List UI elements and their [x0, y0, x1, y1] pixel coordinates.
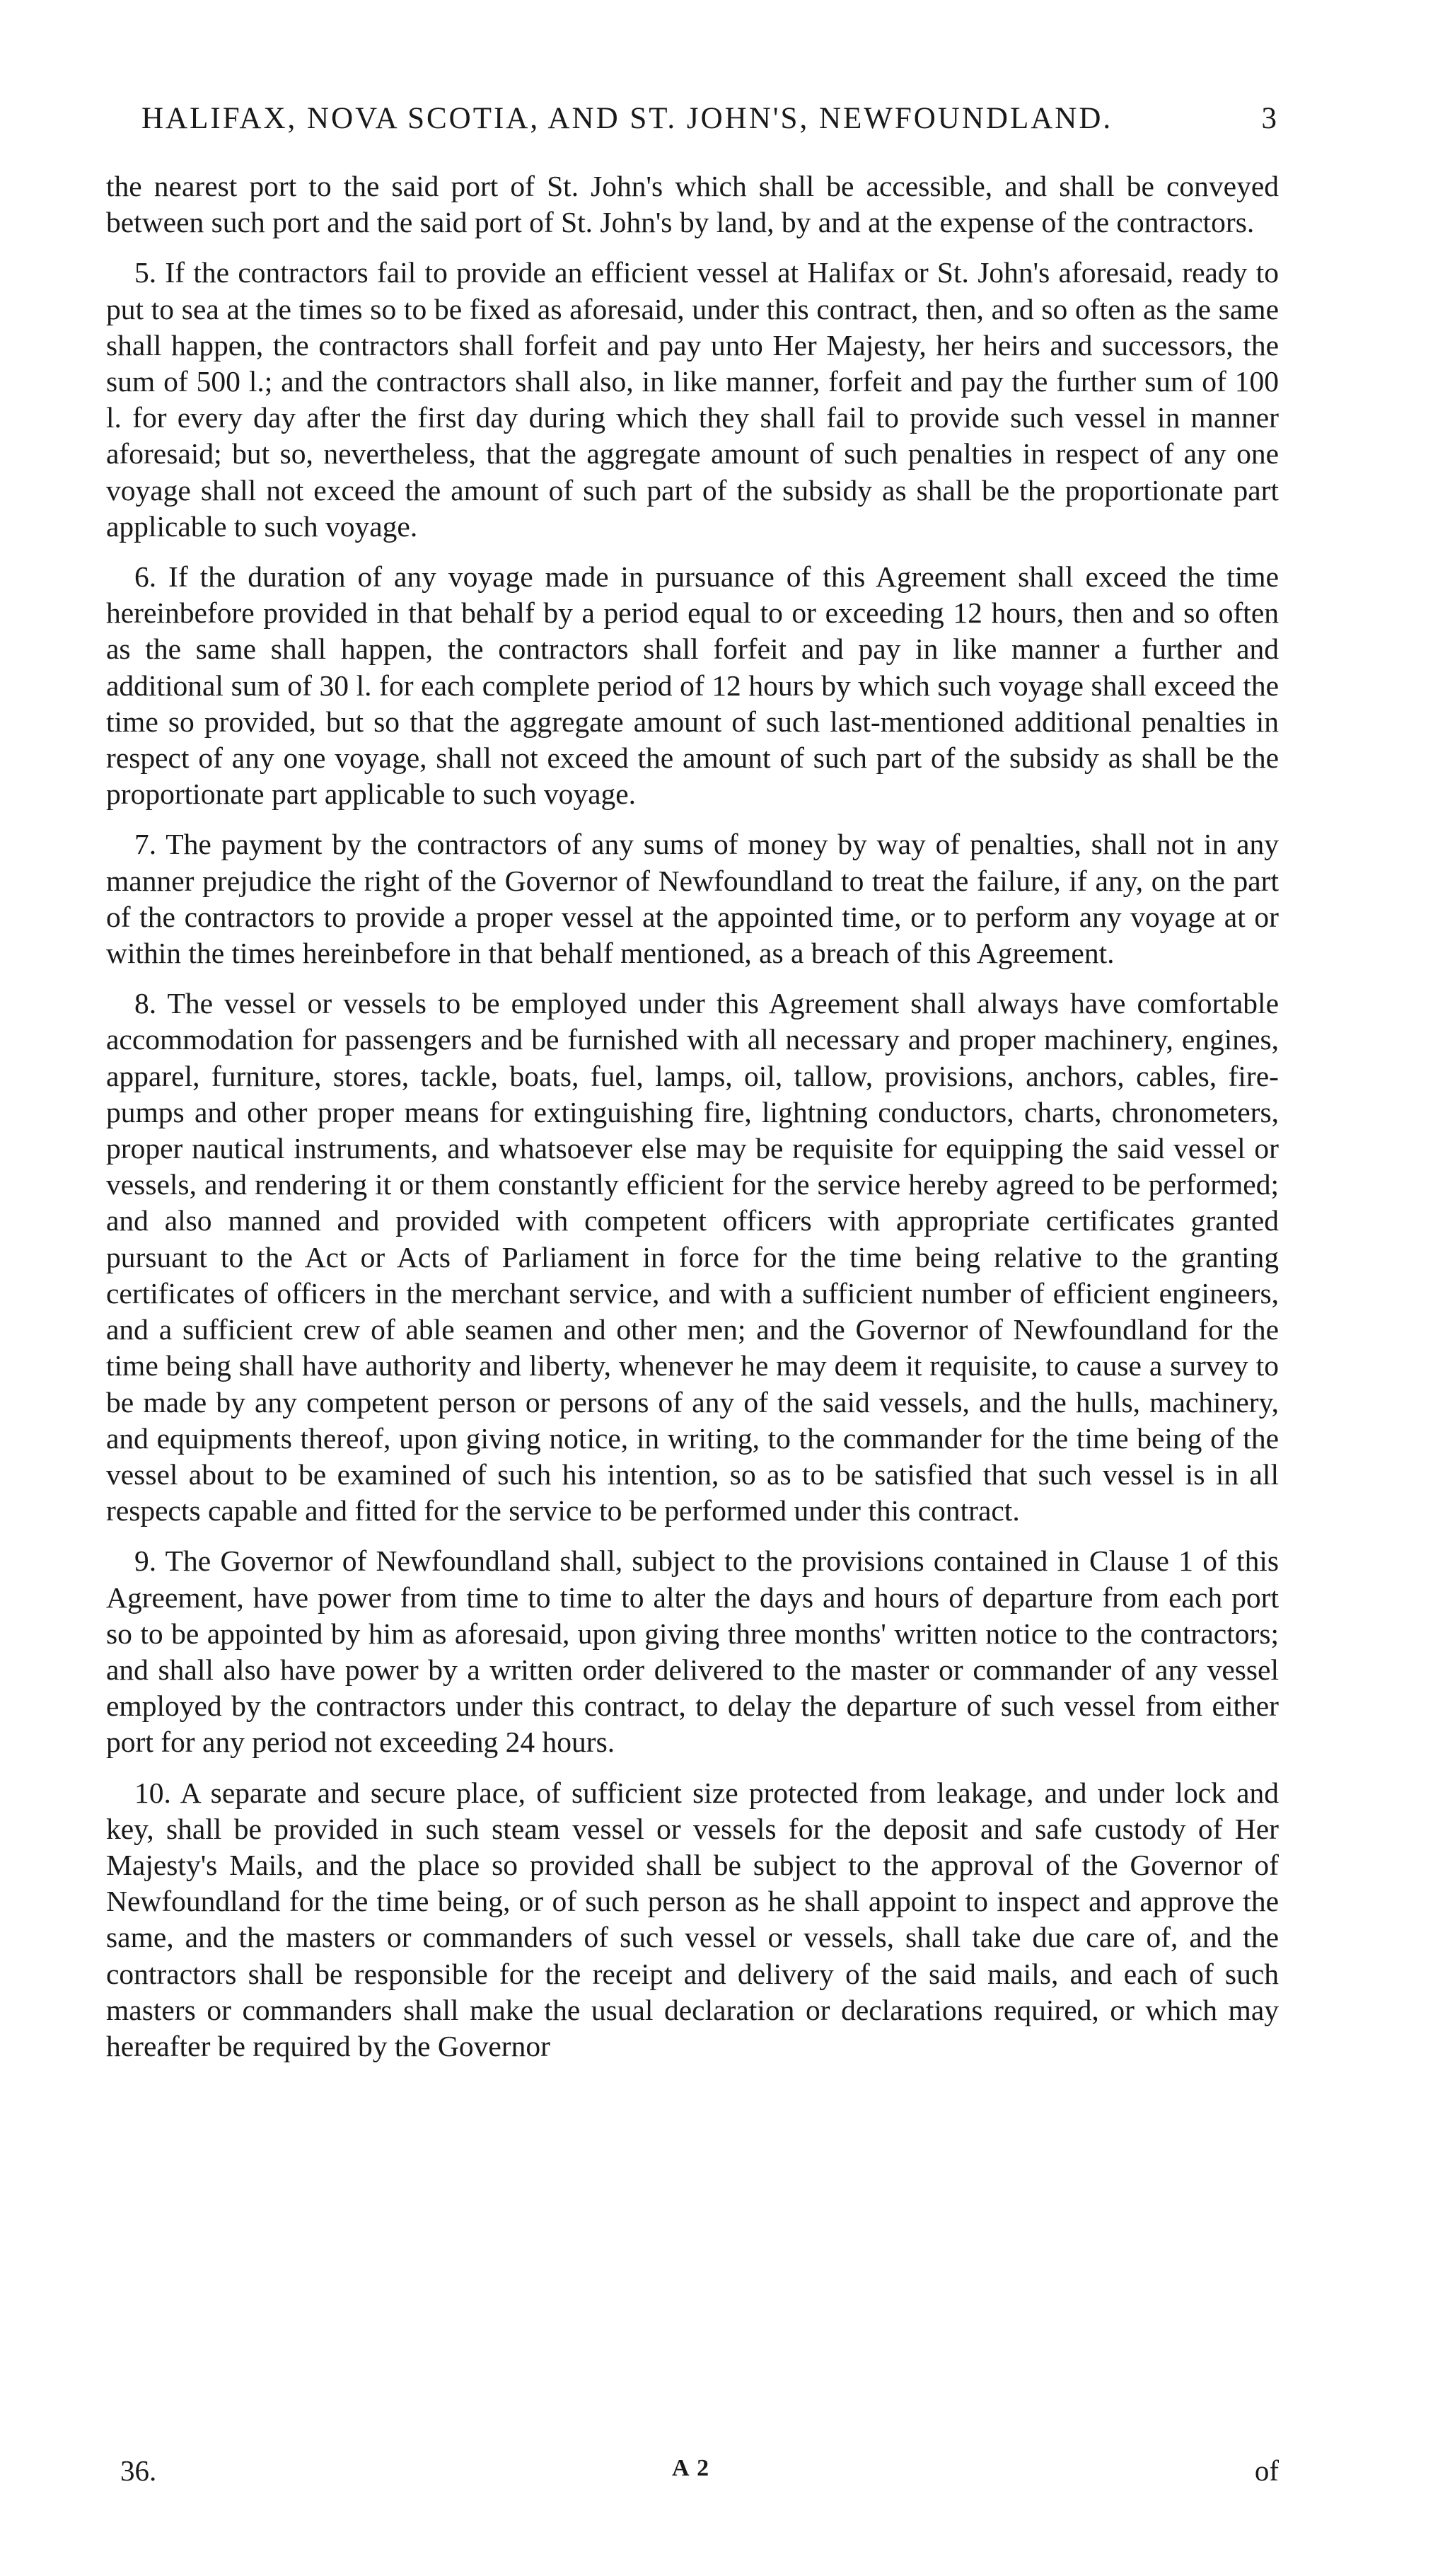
- catchword: of: [1254, 2454, 1279, 2487]
- page-number: 3: [1261, 102, 1279, 135]
- page-footer: [120, 2454, 1279, 2496]
- footer-number: 36.: [120, 2454, 157, 2487]
- signature-mark: A 2: [672, 2455, 711, 2481]
- paragraph-clause-8: 8. The vessel or vessels to be employed under this Agreement shall always have comfortable accommodation for passengers and be furnished with all necessary and proper machinery, engines, apparel, furniture, stores, tackle, boats, fuel, lamps, oil, tallow, provisions, anchors, cables, fire-pumps and other proper means for extinguishing fire, lightning conductors, charts, chronometers, proper nautical instruments, and whatsoever else may be requisite for equipping the said vessel or vessels, and rendering it or them constantly efficient for the service hereby agreed to be performed; and also manned and provided with competent officers with appropriate certificates granted pursuant to the Act or Acts of Parliament in force for the time being relative to the granting certificates of officers in the merchant service, and with a sufficient number of efficient engineers, and a sufficient crew of able seamen and other men; and the Governor of Newfoundland for the time being shall have authority and liberty, whenever he may deem it requisite, to cause a survey to be made by any competent person or persons of any of the said vessels, and the hulls, machinery, and equipments thereof, upon giving notice, in writing, to the commander for the time being of the vessel about to be examined of such his intention, so as to be satisfied that such vessel is in all respects capable and fitted for the service to be performed under this contract.: [106, 987, 1279, 1527]
- body-text: [106, 168, 1279, 2079]
- paragraph-clause-6: 6. If the duration of any voyage made in pursuance of this Agreement shall exceed the time hereinbefore provided in that behalf by a period equal to or exceeding 12 hours, then and so often as the same shall happen, the contractors shall forfeit and pay in like manner a further and additional sum of 30 l. for each complete period of 12 hours by which such voyage shall exceed the time so provided, but so that the aggregate amount of such last-mentioned additional penalties in respect of any one voyage, shall not exceed the amount of such part of the subsidy as shall be the proportionate part applicable to such voyage.: [106, 560, 1279, 811]
- paragraph-clause-9: 9. The Governor of Newfoundland shall, subject to the provisions contained in Clause 1 of this Agreement, have power from time to time to alter the days and hours of departure from each port so to be appointed by him as aforesaid, upon giving three months' written notice to the contractors; and shall also have power by a written order delivered to the master or commander of any vessel employed by the contractors under this contract, to delay the departure of such vessel from either port for any period not exceeding 24 hours.: [106, 1544, 1279, 1759]
- running-title: HALIFAX, NOVA SCOTIA, AND ST. JOHN'S, NEWFOUNDLAND.: [141, 102, 1113, 135]
- paragraph-clause-5: 5. If the contractors fail to provide an efficient vessel at Halifax or St. John's aforesaid, ready to put to sea at the times so to be fixed as aforesaid, under this contract, then, and so often as the same shall happen, the contractors shall forfeit and pay unto Her Majesty, her heirs and successors, the sum of 500 l.; and the contractors shall also, in like manner, forfeit and pay the further sum of 100 l. for every day after the first day during which they shall fail to provide such vessel in manner aforesaid; but so, nevertheless, that the aggregate amount of such penalties in respect of any one voyage shall not exceed the amount of such part of the subsidy as shall be the proportionate part applicable to such voyage.: [106, 256, 1279, 543]
- paragraph-clause-7: 7. The payment by the contractors of any sums of money by way of penalties, shall not in any manner prejudice the right of the Governor of Newfoundland to treat the failure, if any, on the part of the contractors to provide a proper vessel at the appointed time, or to perform any voyage at or within the times hereinbefore in that behalf mentioned, as a breach of this Agreement.: [106, 828, 1279, 970]
- paragraph-clause-10: 10. A separate and secure place, of sufficient size protected from leakage, and under lock and key, shall be provided in such steam vessel or vessels for the deposit and safe custody of Her Majesty's Mails, and the place so provided shall be subject to the approval of the Governor of Newfoundland for the time being, or of such person as he shall appoint to inspect and approve the same, and the masters or commanders of such vessel or vessels, shall take due care of, and the contractors shall be responsible for the receipt and delivery of the said mails, and each of such masters or commanders shall make the usual declaration or declarations required, or which may hereafter be required by the Governor: [106, 1776, 1279, 2062]
- paragraph-continued: the nearest port to the said port of St. John's which shall be accessible, and shall be conveyed between such port and the said port of St. John's by land, by and at the expense of the contractors.: [106, 170, 1279, 239]
